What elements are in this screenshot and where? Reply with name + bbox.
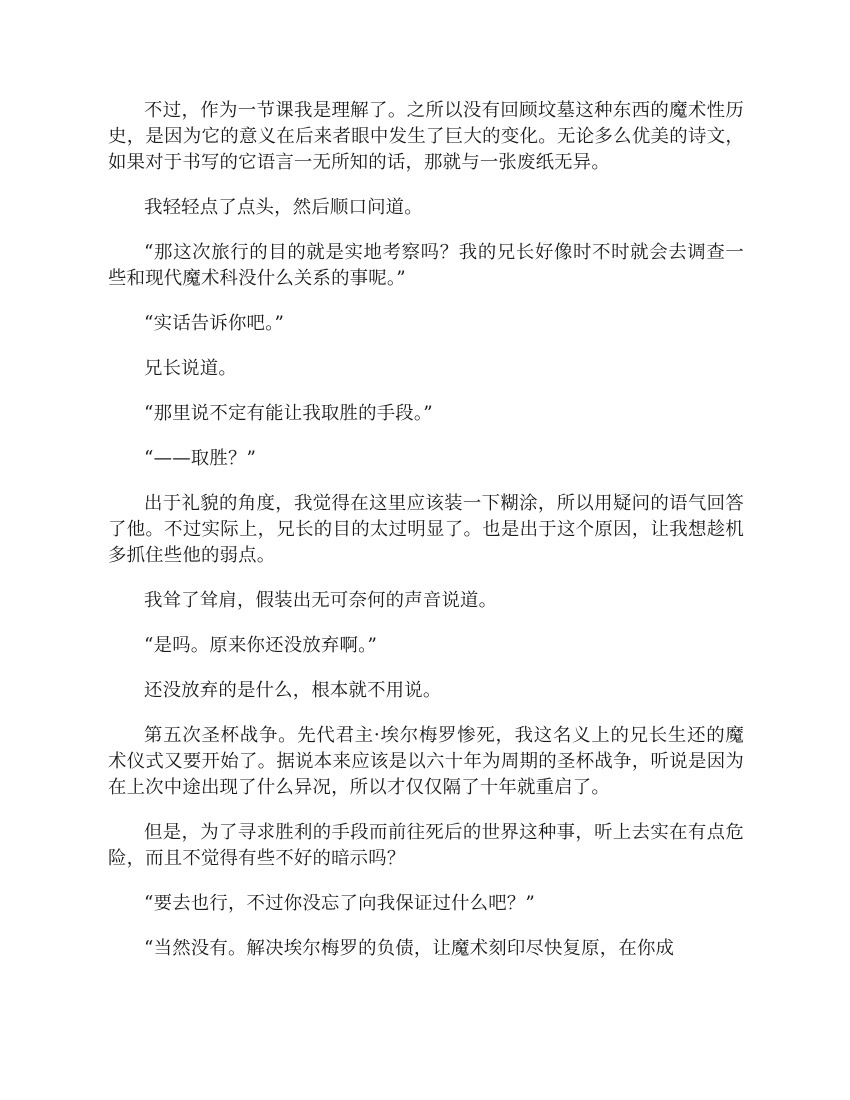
paragraph: “当然没有。解决埃尔梅罗的负债，让魔术刻印尽快复原，在你成 <box>144 938 675 959</box>
paragraph: 出于礼貌的角度，我觉得在这里应该装一下糊涂，所以用疑问的语气回答了他。不过实际上，兄长的目的太过明显了。也是出于这个原因，让我想趁机多抓住些他的弱点。 <box>108 493 744 566</box>
paragraph: 我轻轻点了点头，然后顺口问道。 <box>144 197 423 218</box>
paragraph: “——取胜？” <box>144 448 257 469</box>
paragraph: “要去也行，不过你没忘了向我保证过什么吧？” <box>144 893 536 914</box>
paragraph: “那里说不定有能让我取胜的手段。” <box>144 403 433 424</box>
paragraph: 我耸了耸肩，假装出无可奈何的声音说道。 <box>144 590 498 611</box>
document-body <box>108 98 744 981</box>
paragraph: 第五次圣杯战争。先代君主·埃尔梅罗惨死，我这名义上的兄长生还的魔术仪式又要开始了。据说本来应该是以六十年为周期的圣杯战争，听说是因为在上次中途出现了什么异况，所以才仅仅隔了十年就重启了。 <box>108 725 744 798</box>
paragraph: 还没放弃的是什么，根本就不用说。 <box>144 680 442 701</box>
paragraph: 不过，作为一节课我是理解了。之所以没有回顾坟墓这种东西的魔术性历史，是因为它的意义在后来者眼中发生了巨大的变化。无论多么优美的诗文，如果对于书写的它语言一无所知的话，那就与一张废纸无异。 <box>108 100 744 173</box>
paragraph: 但是，为了寻求胜利的手段而前往死后的世界这种事，听上去实在有点危险，而且不觉得有些不好的暗示吗？ <box>108 822 744 869</box>
paragraph: “那这次旅行的目的就是实地考察吗？我的兄长好像时不时就会去调查一些和现代魔术科没什么关系的事呢。” <box>108 242 744 289</box>
paragraph: “实话告诉你吧。” <box>144 313 285 334</box>
paragraph: “是吗。原来你还没放弃啊。” <box>144 635 378 656</box>
paragraph: 兄长说道。 <box>144 358 237 379</box>
